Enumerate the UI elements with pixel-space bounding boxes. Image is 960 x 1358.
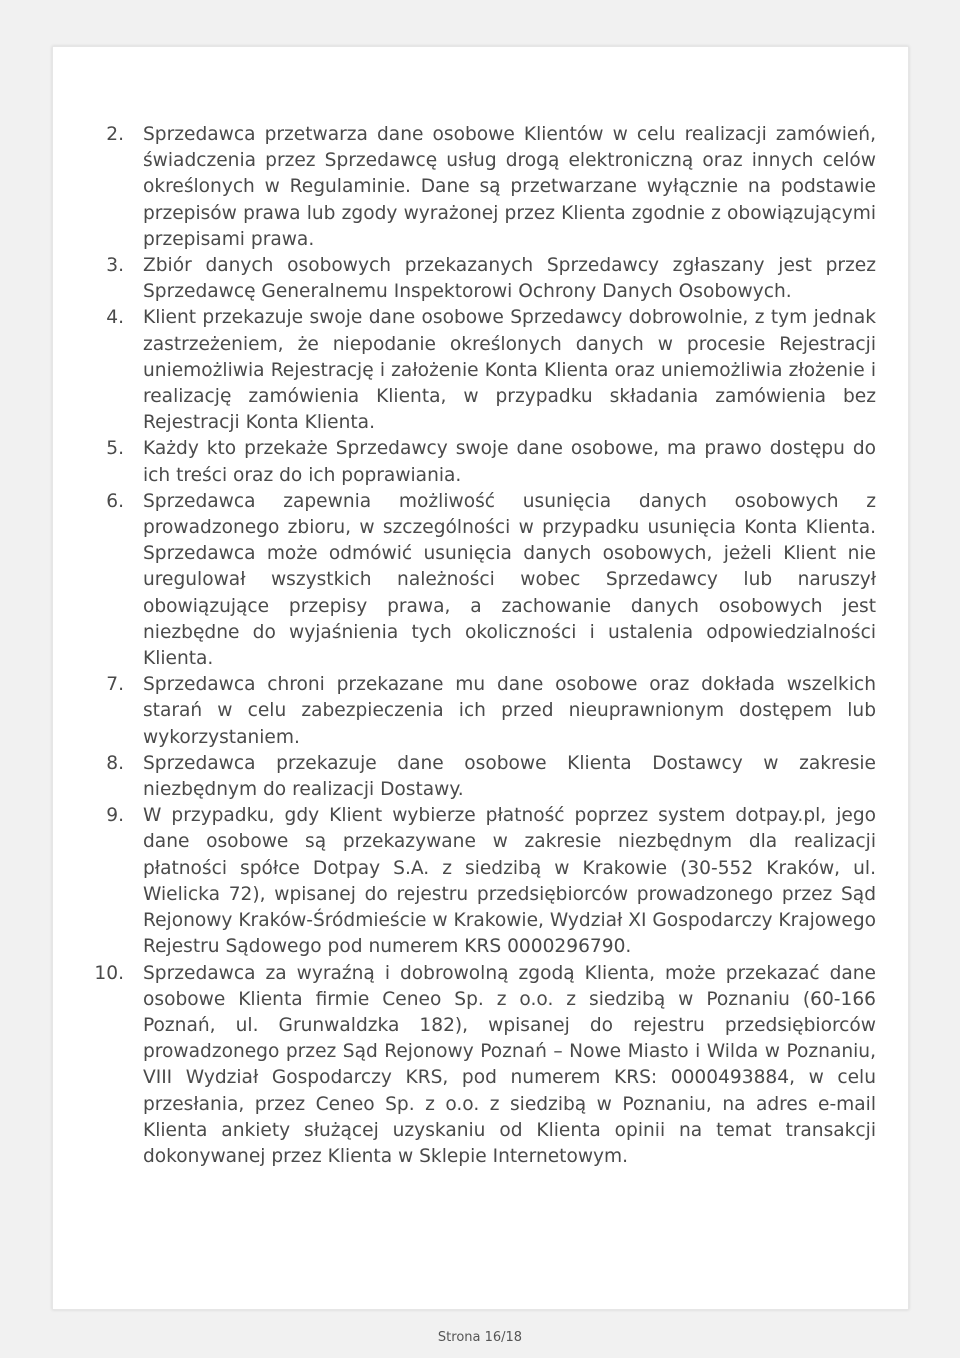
list-item xyxy=(52,803,876,960)
list-item-text: W przypadku, gdy Klient wybierze płatność poprzez system dotpay.pl, jego dane osobowe są przekazywane w zakresie niezbędnym dla realizacji płatności spółce Dotpay S.A. z siedzibą w Krakowie (30-552 Kraków, ul. Wielicka 72), wpisanej do rejestru przedsiębiorców prowadzonego przez Sąd Rejonowy Kraków-Śródmieście w Krakowie, Wydział XI Gospodarczy Krajowego Rejestru Sądowego pod numerem KRS 0000296790. xyxy=(143,805,876,958)
list-item xyxy=(52,122,876,253)
list-item xyxy=(52,489,876,672)
page-number-footer: Strona 16/18 xyxy=(437,1330,523,1345)
list-item xyxy=(52,305,876,436)
list-item xyxy=(52,436,876,488)
list-item-number: 2. xyxy=(106,124,124,145)
list-item-number: 6. xyxy=(106,490,124,512)
list-item-number: 3. xyxy=(106,255,124,277)
numbered-list xyxy=(52,122,876,1170)
list-item xyxy=(52,961,876,1171)
list-item-text: Sprzedawca chroni przekazane mu dane osobowe oraz dokłada wszelkich starań w celu zabezpieczenia ich przed nieuprawnionym dostępem lub wykorzystaniem. xyxy=(143,674,876,748)
list-item-text: Zbiór danych osobowych przekazanych Sprzedawcy zgłaszany jest przez Sprzedawcę Generalnemu Inspektorowi Ochrony Danych Osobowych. xyxy=(143,255,876,303)
list-item-text: Sprzedawca za wyraźną i dobrowolną zgodą Klienta, może przekazać dane osobowe Klienta firmie Ceneo Sp. z o.o. z siedzibą w Poznaniu (60-166 Poznań, ul. Grunwaldzka 182), wpisanej do rejestru przedsiębiorców prowadzonego przez Sąd Rejonowy Poznań – Nowe Miasto i Wilda w Poznaniu, VIII Wydział Gospodarczy KRS, pod numerem KRS: 0000493884, w celu przesłania, przez Ceneo Sp. z o.o. z siedzibą w Poznaniu, na adres e-mail Klienta ankiety służącej uzyskaniu od Klienta opinii na temat transakcji dokonywanej przez Klienta w Sklepie Internetowym. xyxy=(143,962,876,1167)
list-item-number: 4. xyxy=(106,307,124,329)
list-item-text: Każdy kto przekaże Sprzedawcy swoje dane osobowe, ma prawo dostępu do ich treści oraz do ich poprawiania. xyxy=(143,438,876,486)
list-item-number: 10. xyxy=(94,962,124,984)
list-item xyxy=(52,672,876,751)
list-item-number: 8. xyxy=(106,752,124,774)
list-item-number: 7. xyxy=(106,674,124,696)
list-item xyxy=(52,253,876,305)
list-item-number: 5. xyxy=(106,438,124,460)
list-item xyxy=(52,751,876,803)
list-item-number: 9. xyxy=(106,805,124,827)
list-item-text: Sprzedawca przetwarza dane osobowe Klientów w celu realizacji zamówień, świadczenia przez Sprzedawcę usług drogą elektroniczną oraz innych celów określonych w Regulaminie. Dane są przetwarzane wyłącznie na podstawie przepisów prawa lub zgody wyrażonej przez Klienta zgodnie z obowiązującymi przepisami prawa. xyxy=(143,124,876,250)
list-item-text: Klient przekazuje swoje dane osobowe Sprzedawcy dobrowolnie, z tym jednak zastrzeżeniem, że niepodanie określonych danych w procesie Rejestracji uniemożliwia Rejestrację i założenie Konta Klienta oraz uniemożliwia złożenie i realizację zamówienia Klienta, w przypadku składania zamówienia bez Rejestracji Konta Klienta. xyxy=(143,307,876,434)
list-item-text: Sprzedawca zapewnia możliwość usunięcia danych osobowych z prowadzonego zbioru, w szczególności w przypadku usunięcia Konta Klienta. Sprzedawca może odmówić usunięcia danych osobowych, jeżeli Klient nie uregulował wszystkich należności wobec Sprzedawcy lub naruszył obowiązujące przepisy prawa, a zachowanie danych osobowych jest niezbędne do wyjaśnienia tych okoliczności i ustalenia odpowiedzialności Klienta. xyxy=(143,490,876,670)
list-item-text: Sprzedawca przekazuje dane osobowe Klienta Dostawcy w zakresie niezbędnym do realizacji Dostawy. xyxy=(143,752,876,801)
